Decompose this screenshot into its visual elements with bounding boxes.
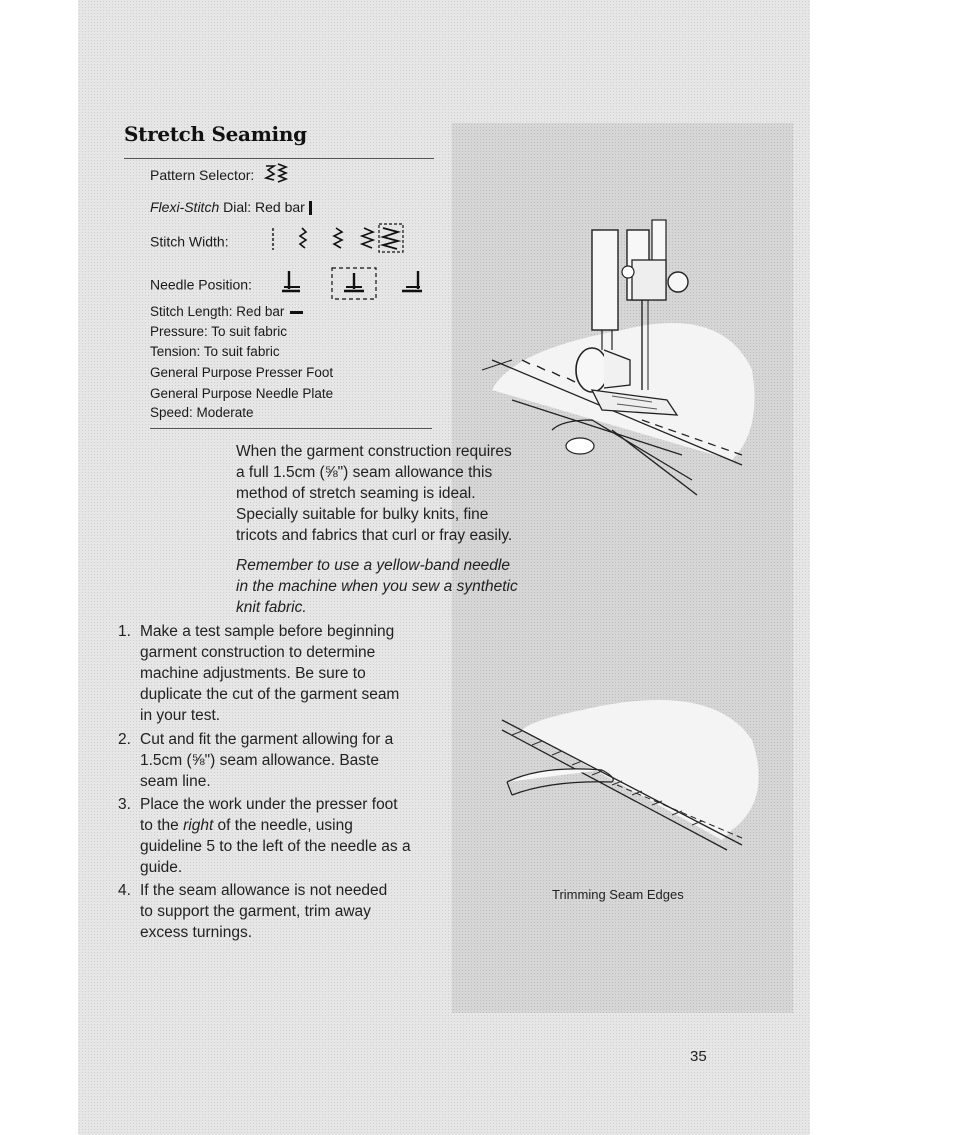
figure-caption: Trimming Seam Edges xyxy=(552,887,684,902)
stitch-width-row xyxy=(150,232,229,249)
step-fragment: to the xyxy=(140,817,184,834)
note-line: knit fabric. xyxy=(236,599,307,616)
needle-plate-row: General Purpose Needle Plate xyxy=(150,386,334,401)
step-line: in your test. xyxy=(140,707,221,724)
stitch-length-label: Stitch Length: Red bar xyxy=(150,304,285,319)
step-line: guide. xyxy=(140,859,183,876)
intro-line: tricots and fabrics that curl or fray easily. xyxy=(236,527,513,544)
needle-position-label: Needle Position: xyxy=(150,276,252,293)
intro-line: When the garment construction requires xyxy=(236,443,512,460)
step-number: 4. xyxy=(118,882,131,899)
trimming-seam-illustration xyxy=(452,690,792,860)
step-line: 1.5cm (⅝") seam allowance. Baste xyxy=(140,752,379,769)
needle-position-icons xyxy=(282,265,452,305)
pattern-selector-row xyxy=(150,164,286,186)
step-emphasis: right xyxy=(183,817,214,834)
step-line: guideline 5 to the left of the needle as a xyxy=(140,838,411,855)
step-line: duplicate the cut of the garment seam xyxy=(140,686,400,703)
step-number: 3. xyxy=(118,796,131,813)
intro-line: a full 1.5cm (⅝") seam allowance this xyxy=(236,464,493,481)
stitch-length-row xyxy=(150,304,303,319)
length-bar-icon xyxy=(290,311,303,314)
needle-left-icon xyxy=(282,271,300,291)
flexi-stitch-label: Flexi-Stitch xyxy=(150,199,220,215)
settings-rule xyxy=(150,428,432,429)
stitch-width-icons xyxy=(262,220,432,256)
dial-label: Dial: Red bar xyxy=(223,199,305,215)
flexi-stitch-row xyxy=(150,199,312,215)
step-line: garment construction to determine xyxy=(140,644,376,661)
tension-row: Tension: To suit fabric xyxy=(150,344,280,359)
step-line xyxy=(140,816,432,837)
step-line: Place the work under the presser foot xyxy=(140,796,398,813)
stitch-width-label: Stitch Width: xyxy=(150,233,229,250)
step-line: Cut and fit the garment allowing for a xyxy=(140,731,394,748)
speed-row: Speed: Moderate xyxy=(150,405,254,420)
title-rule xyxy=(124,158,434,159)
pressure-row: Pressure: To suit fabric xyxy=(150,324,288,339)
step-line: If the seam allowance is not needed xyxy=(140,882,388,899)
note-line: Remember to use a yellow-band needle xyxy=(236,557,510,574)
page-number: 35 xyxy=(690,1048,707,1065)
step-line: seam line. xyxy=(140,773,211,790)
sewing-machine-illustration xyxy=(452,210,792,510)
step-line: to support the garment, trim away xyxy=(140,903,371,920)
needle-right-icon xyxy=(402,271,422,291)
step-line: machine adjustments. Be sure to xyxy=(140,665,366,682)
pattern-selector-label: Pattern Selector: xyxy=(150,167,255,183)
page-title: Stretch Seaming xyxy=(124,122,307,146)
intro-line: Specially suitable for bulky knits, fine xyxy=(236,506,489,523)
step-number: 2. xyxy=(118,731,131,748)
red-bar-icon xyxy=(309,201,312,215)
note-line: in the machine when you sew a synthetic xyxy=(236,578,518,595)
step-number: 1. xyxy=(118,623,131,640)
presser-foot-row: General Purpose Presser Foot xyxy=(150,365,334,380)
step-fragment: of the needle, using xyxy=(213,817,353,834)
step-line: Make a test sample before beginning xyxy=(140,623,395,640)
pattern-selector-icon xyxy=(262,162,290,184)
step-line: excess turnings. xyxy=(140,924,252,941)
needle-center-icon xyxy=(344,273,364,291)
needle-position-row xyxy=(150,275,252,292)
intro-line: method of stretch seaming is ideal. xyxy=(236,485,476,502)
